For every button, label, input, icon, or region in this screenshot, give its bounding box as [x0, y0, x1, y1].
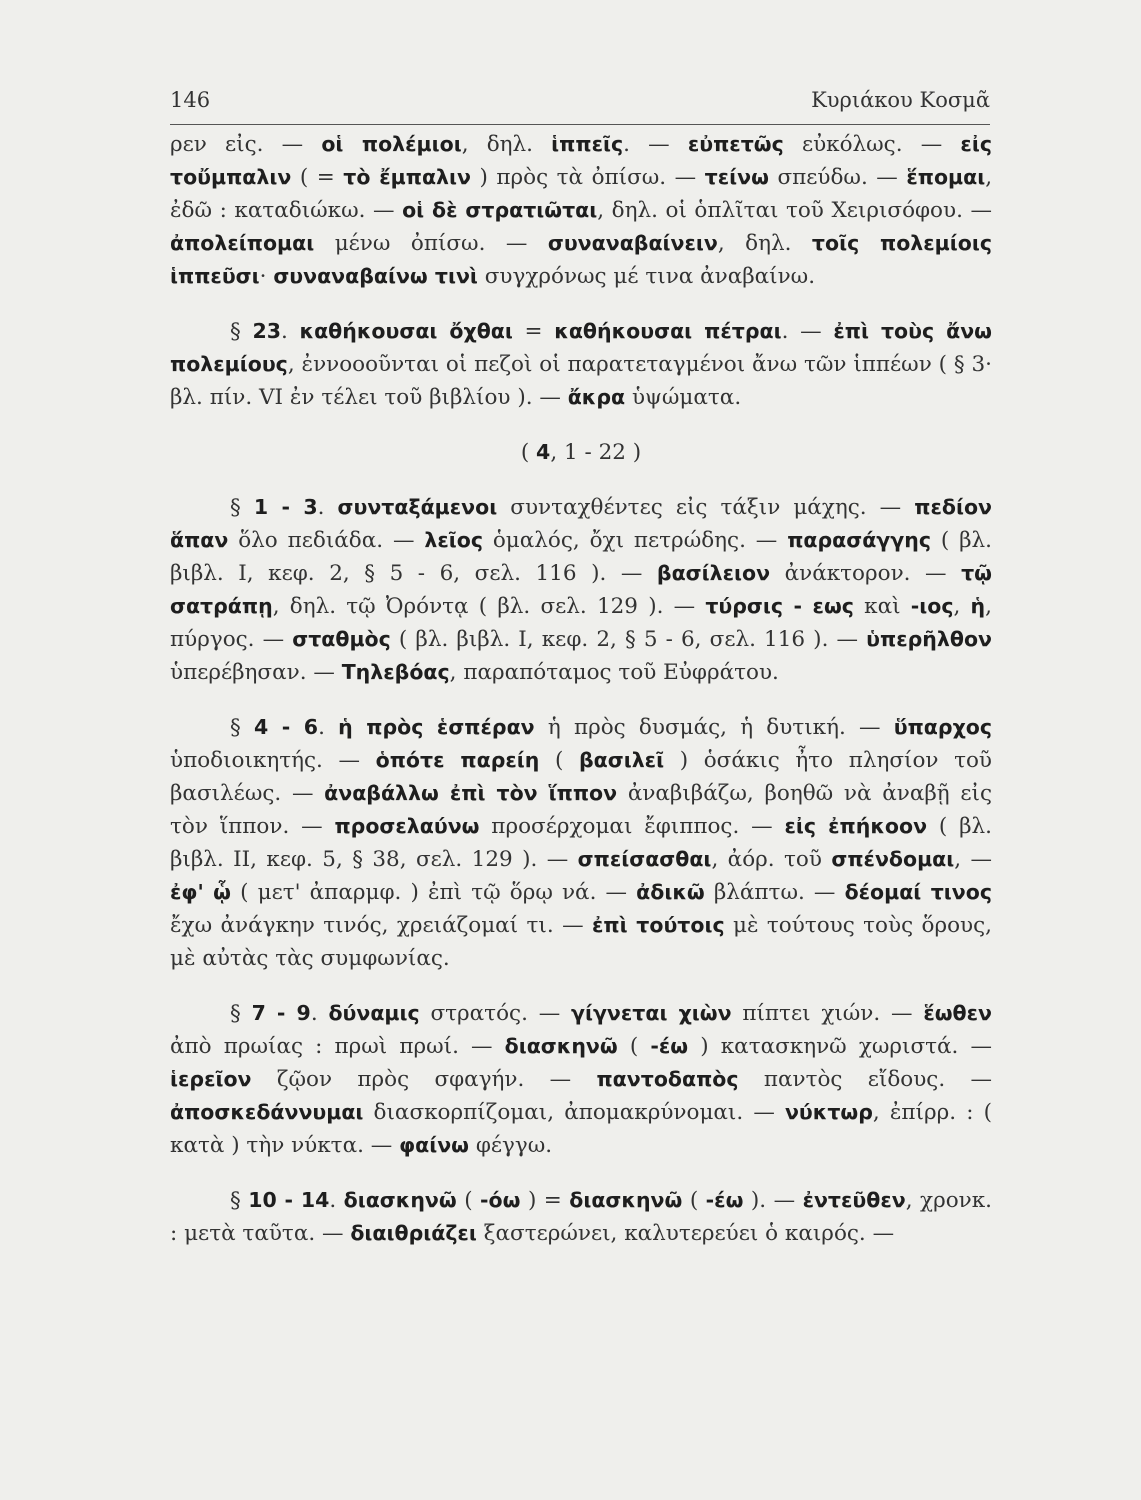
lemma: ἱερεῖον: [170, 1067, 252, 1091]
lemma: τὸ ἔμπαλιν: [343, 165, 471, 189]
lemma: εἰς ἐπήκοον: [784, 814, 928, 838]
gloss-text: ὁμαλός, ὄχι πετρώδης. —: [482, 528, 788, 553]
lemma: οἱ πολέμιοι: [321, 132, 462, 156]
gloss-text: ) ὁσάκις ἦτο πλησίον τοῦ βασιλέως. —: [170, 748, 993, 806]
lemma: σπείσασθαι: [577, 847, 712, 871]
gloss-text: προσέρχομαι ἔφιππος. —: [479, 814, 785, 839]
lemma: παντοδαπὸς: [596, 1067, 739, 1091]
lemma: 7 - 9: [251, 1001, 311, 1025]
gloss-text: (: [682, 1188, 706, 1213]
gloss-text: ,: [953, 594, 971, 619]
gloss-text: (: [456, 1188, 481, 1213]
running-title: Κυριάκου Κοσμᾶ: [811, 88, 990, 112]
lemma: ἐφ' ᾧ: [170, 880, 231, 904]
gloss-text: στρατός. —: [419, 1001, 572, 1026]
gloss-text: ἀπὸ πρωίας : πρωὶ πρωί. —: [170, 1034, 505, 1059]
lemma: δέομαί τινος: [844, 880, 992, 904]
gloss-text: παντὸς εἴδους. —: [738, 1067, 992, 1092]
gloss-text: .: [317, 495, 338, 520]
lemma: καθήκουσαι ὄχθαι: [299, 319, 513, 343]
lemma: τείνω: [704, 165, 769, 189]
gloss-text: , δηλ.: [717, 231, 812, 256]
section-heading: [170, 436, 992, 469]
lemma: πεδίον ἅπαν: [170, 495, 992, 552]
gloss-text: ) κατασκηνῶ χωριστά. —: [688, 1034, 992, 1059]
lemma: ἀποσκεδάννυμαι: [170, 1100, 364, 1124]
page-header: [170, 88, 990, 125]
gloss-text: ( =: [291, 165, 344, 190]
gloss-text: , ἀόρ. τοῦ: [711, 847, 832, 872]
gloss-text: , δηλ.: [461, 132, 552, 157]
lemma: διασκηνῶ: [504, 1034, 618, 1058]
gloss-text: ( βλ. βιβλ. II, κεφ. 5, § 38, σελ. 129 ). —: [170, 814, 993, 872]
lemma: προσελαύνω: [334, 814, 480, 838]
lemma: 4 - 6: [253, 715, 319, 739]
lemma: διαιθριάζει: [350, 1221, 477, 1245]
lemma: 23: [252, 319, 281, 343]
lemma: ἐντεῦθεν: [802, 1188, 906, 1212]
gloss-text: , —: [954, 847, 992, 872]
lemma: τύρσις - εως: [705, 594, 854, 618]
gloss-text: (: [617, 1034, 651, 1059]
gloss-text: ὑποδιοικητής. —: [170, 748, 376, 773]
gloss-text: βλάπτω. —: [704, 880, 845, 905]
gloss-text: διασκορπίζομαι, ἀπομακρύνομαι. —: [363, 1100, 785, 1125]
gloss-text: μένω ὀπίσω. —: [314, 231, 548, 256]
gloss-text: ζῷον πρὸς σφαγήν. —: [251, 1067, 597, 1092]
gloss-text: ἀνάκτορον. —: [770, 561, 962, 586]
lemma: νύκτωρ: [784, 1100, 873, 1124]
gloss-text: ( μετ' ἀπαρμφ. ) ἐπὶ τῷ ὅρῳ νά. —: [230, 880, 637, 905]
gloss-text: (: [539, 748, 579, 773]
gloss-text: .: [318, 715, 339, 740]
gloss-text: καὶ: [853, 594, 911, 619]
gloss-text: ὑπερέβησαν. —: [170, 660, 342, 685]
lemma: διασκηνῶ: [569, 1188, 683, 1212]
gloss-text: μὲ τούτους τοὺς ὅρους, μὲ αὐτὰς τὰς συμφωνίας.: [170, 913, 992, 971]
gloss-text: §: [230, 1001, 252, 1026]
gloss-text: ὅλο πεδιάδα. —: [228, 528, 425, 553]
gloss-text: σπεύδω. —: [768, 165, 907, 190]
gloss-text: §: [230, 1188, 249, 1213]
lemma: βασίλειον: [656, 561, 771, 585]
gloss-text: ( βλ. βιβλ. I, κεφ. 2, § 5 - 6, σελ. 116 ). —: [390, 627, 867, 652]
lemma: Τηλεβόας: [341, 660, 450, 684]
lemma: ἕωθεν: [923, 1001, 993, 1025]
lemma: ἄκρα: [567, 385, 626, 409]
gloss-text: ρεν εἰς. —: [170, 132, 322, 157]
gloss-text: εὐκόλως. —: [783, 132, 961, 157]
lemma: οἱ δὲ στρατιῶται: [402, 198, 598, 222]
lemma: 4: [536, 440, 551, 464]
lemma: ὑπερῆλθον: [866, 627, 992, 651]
gloss-text: , δηλ. τῷ Ὀρόντᾳ ( βλ. σελ. 129 ). —: [272, 594, 706, 619]
gloss-text: , παραπόταμος τοῦ Εὐφράτου.: [449, 660, 779, 685]
paragraph: [170, 1184, 992, 1250]
lemma: διασκηνῶ: [343, 1188, 457, 1212]
paragraph: [170, 491, 992, 689]
gloss-text: , χρονκ. : μετὰ ταῦτα. —: [170, 1188, 992, 1246]
lemma: βασιλεῖ: [579, 748, 665, 772]
lemma: συνταξάμενοι: [337, 495, 498, 519]
gloss-text: §: [230, 319, 253, 344]
paragraph: [170, 711, 992, 975]
paragraph: [170, 315, 992, 414]
gloss-text: πίπτει χιών. —: [731, 1001, 924, 1026]
lemma: -ιος: [910, 594, 954, 618]
gloss-text: συγχρόνως μέ τινα ἀναβαίνω.: [477, 264, 816, 289]
gloss-text: §: [230, 495, 254, 520]
lemma: τῷ σατράπῃ: [170, 561, 992, 618]
lemma: σπένδομαι: [831, 847, 955, 871]
gloss-text: συνταχθέντες εἰς τάξιν μάχης. —: [497, 495, 915, 520]
lemma: εὐπετῶς: [687, 132, 784, 156]
lemma: γίγνεται χιὼν: [571, 1001, 732, 1025]
gloss-text: .: [329, 1188, 344, 1213]
paragraph: [170, 997, 992, 1162]
lemma: εἰς τοὔμπαλιν: [170, 132, 992, 189]
lemma: ἐπὶ τοὺς ἄνω πολεμίους: [170, 319, 992, 376]
gloss-text: , 1 - 22 ): [550, 440, 642, 465]
gloss-text: ·: [259, 264, 274, 289]
lemma: ἐπὶ τούτοις: [591, 913, 725, 937]
lemma: ἱππεῖς: [551, 132, 624, 156]
lemma: -έω: [650, 1034, 689, 1058]
gloss-text: ) πρὸς τὰ ὀπίσω. —: [470, 165, 705, 190]
gloss-text: §: [230, 715, 254, 740]
lemma: ἡ: [970, 594, 986, 618]
gloss-text: , ἐπίρρ. : ( κατὰ ) τὴν νύκτα. —: [170, 1100, 992, 1158]
lemma: ἀπολείπομαι: [170, 231, 315, 255]
gloss-text: , ἐννοοοῦνται οἱ πεζοὶ οἱ παρατεταγμένοι ἄνω τῶν ἱππέων ( § 3· βλ. πίν. VI ἐν τέλει τοῦ βιβλίου ). —: [170, 352, 992, 410]
lemma: ὁπότε παρείη: [375, 748, 540, 772]
lemma: 10 - 14: [248, 1188, 330, 1212]
gloss-text: , πύργος. —: [170, 594, 992, 652]
lemma: συναναβαίνω τινὶ: [273, 264, 478, 288]
gloss-text: φέγγω.: [469, 1133, 553, 1158]
gloss-text: ὑψώματα.: [625, 385, 742, 410]
page-number: 146: [170, 88, 211, 112]
lemma: 1 - 3: [253, 495, 318, 519]
gloss-text: ἡ πρὸς δυσμάς, ἡ δυτική. —: [534, 715, 894, 740]
lemma: -έω: [705, 1188, 744, 1212]
gloss-text: ἀναβιβάζω, βοηθῶ νὰ ἀναβῇ εἰς τὸν ἵππον. —: [170, 781, 992, 839]
lemma: φαίνω: [399, 1133, 469, 1157]
body-text: [170, 128, 992, 1250]
gloss-text: , δηλ. οἱ ὁπλῖται τοῦ Χειρισόφου. —: [597, 198, 992, 223]
gloss-text: ). —: [743, 1188, 803, 1213]
lemma: λεῖος: [424, 528, 483, 552]
lemma: τοῖς πολεμίοις ἱππεῦσι: [170, 231, 992, 288]
paragraph: [170, 128, 992, 293]
lemma: ἕπομαι: [906, 165, 986, 189]
gloss-text: ) =: [520, 1188, 570, 1213]
gloss-text: ( βλ. βιβλ. I, κεφ. 2, § 5 - 6, σελ. 116 ). —: [170, 528, 993, 586]
lemma: σταθμὸς: [292, 627, 391, 651]
lemma: ἀδικῶ: [636, 880, 705, 904]
gloss-text: , ἐδῶ : καταδιώκω. —: [170, 165, 993, 223]
lemma: δύναμις: [328, 1001, 420, 1025]
gloss-text: ἔχω ἀνάγκην τινός, χρειάζομαί τι. —: [170, 913, 592, 938]
gloss-text: =: [512, 319, 555, 344]
lemma: ἀναβάλλω ἐπὶ τὸν ἵππον: [324, 781, 618, 805]
lemma: ὕπαρχος: [893, 715, 993, 739]
lemma: καθήκουσαι πέτραι: [554, 319, 782, 343]
lemma: παρασάγγης: [787, 528, 931, 552]
lemma: -όω: [480, 1188, 521, 1212]
gloss-text: ξαστερώνει, καλυτερεύει ὁ καιρός. —: [476, 1221, 895, 1246]
lemma: συναναβαίνειν: [547, 231, 718, 255]
gloss-text: .: [280, 319, 300, 344]
gloss-text: (: [520, 440, 537, 465]
gloss-text: . —: [781, 319, 834, 344]
gloss-text: . —: [623, 132, 688, 157]
lemma: ἡ πρὸς ἑσπέραν: [338, 715, 535, 739]
gloss-text: .: [310, 1001, 329, 1026]
